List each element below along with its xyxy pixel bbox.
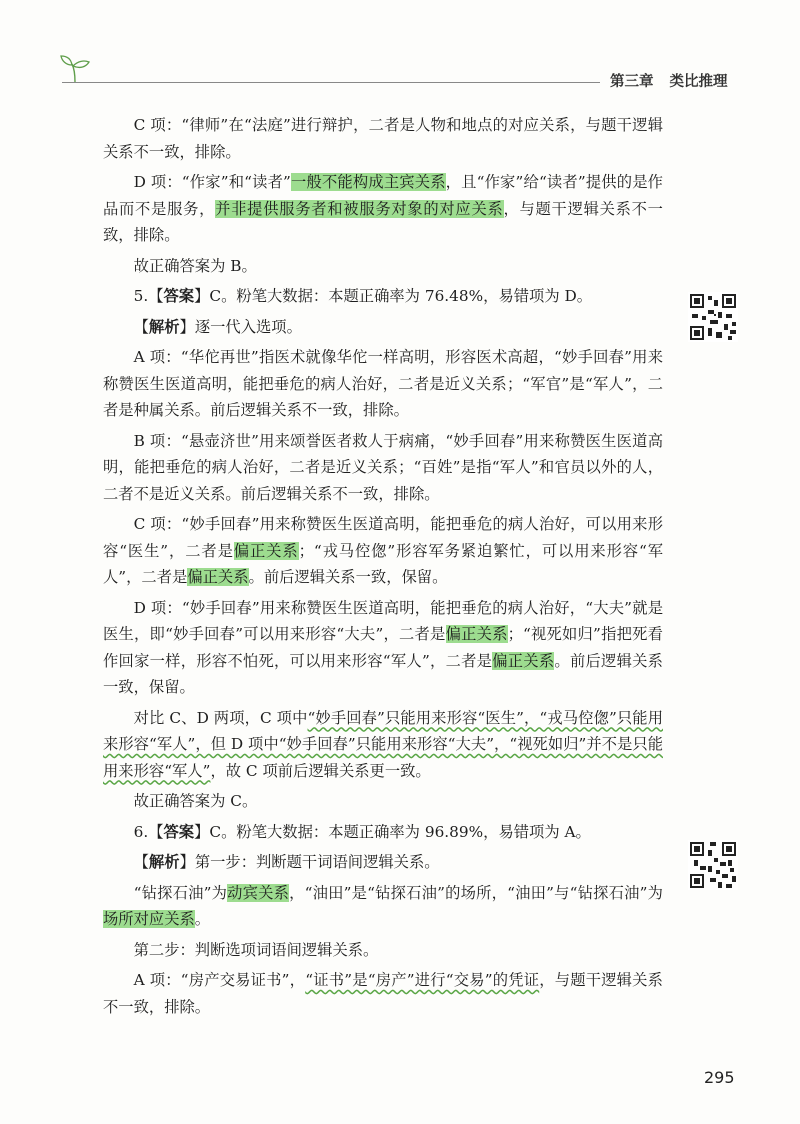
paragraph: 故正确答案为 B。	[133, 256, 257, 275]
sprout-icon	[58, 54, 92, 84]
highlight: 偏正关系	[187, 568, 249, 586]
paragraph: B 项：“悬壶济世”用来颂誉医者救人于病痛，“妙手回春”用来称赞医生医道高明，能把垂危的病人治好，二者是近义关系；“百姓”是指“军人”和官员以外的人，二者不是近义关系。前后逻辑关系不一致，排除。	[103, 431, 663, 503]
paragraph: 第二步：判断选项词语间逻辑关系。	[133, 940, 379, 959]
paragraph: D 项：“作家”和“读者”一般不能构成主宾关系，且“作家”给“读者”提供的是作品而不是服务，并非提供服务者和被服务对象的对应关系，与题干逻辑关系不一致，排除。	[103, 173, 663, 244]
qr-code-icon[interactable]	[688, 840, 738, 890]
paragraph: 故正确答案为 C。	[133, 792, 258, 810]
highlight: 并非提供服务者和被服务对象的对应关系	[215, 199, 504, 218]
analysis-line: 【解析】第一步：判断题干词语间逻辑关系。	[133, 853, 440, 871]
analysis-line: 【解析】逐一代入选项。	[133, 317, 302, 336]
qr-code-icon[interactable]	[688, 292, 738, 342]
paragraph: D 项：“妙手回春”用来称赞医生医道高明，能把垂危的病人治好，“大夫”就是医生，即“妙手回春”可以用来形容“大夫”，二者是偏正关系；“视死如归”指把死看作回家一样，形容不怕死，可以用来形容“军人”，二者是偏正关系。前后逻辑关系一致，保留。	[103, 598, 663, 696]
header-rule	[62, 82, 600, 83]
paragraph: C 项：“律师”在“法庭”进行辩护，二者是人物和地点的对应关系，与题干逻辑关系不一致，排除。	[103, 116, 663, 161]
highlight: 偏正关系	[492, 651, 555, 670]
chapter-heading	[610, 70, 728, 91]
page-number: 295	[704, 1068, 735, 1087]
highlight: 动宾关系	[227, 883, 290, 902]
chapter-number: 第三章	[610, 74, 654, 90]
wavy-underline: “证书”是“房产”进行“交易”的凭证	[305, 971, 540, 989]
paragraph: A 项：“房产交易证书”，“证书”是“房产”进行“交易”的凭证，与题干逻辑关系不一致，排除。	[103, 971, 663, 1016]
answer-explanation-text	[103, 112, 663, 1024]
highlight: 场所对应关系	[103, 910, 195, 928]
answer-line: 5.【答案】C。粉笔大数据：本题正确率为 76.48%，易错项为 D。	[133, 287, 593, 305]
paragraph: “钻探石油”为动宾关系，“油田”是“钻探石油”的场所，“油田”与“钻探石油”为场所对应关系。	[103, 883, 663, 928]
paragraph: 对比 C、D 两项，C 项中“妙手回春”只能用来形容“医生”，“戎马倥偬”只能用来形容“军人”，但 D 项中“妙手回春”只能用来形容“大夫”，“视死如归”并不是只能用来形容“军人”，故 C 项前后逻辑关系更一致。	[103, 708, 663, 780]
wavy-underline: “妙手回春”只能用来形容“医生”，“戎马倥偬”只能用来形容“军人”，但 D 项中“妙手回春”只能用来形容“大夫”，“视死如归”并不是只能用来形容“军人”	[103, 708, 663, 780]
highlight: 偏正关系	[233, 541, 299, 560]
highlight: 一般不能构成主宾关系	[290, 173, 446, 191]
paragraph: A 项：“华佗再世”指医术就像华佗一样高明，形容医术高超，“妙手回春”用来称赞医生医道高明，能把垂危的病人治好，二者是近义关系；“军官”是“军人”，二者是种属关系。前后逻辑关系不一致，排除。	[103, 348, 663, 419]
chapter-title: 类比推理	[669, 74, 728, 90]
answer-line: 6.【答案】C。粉笔大数据：本题正确率为 96.89%，易错项为 A。	[133, 822, 591, 841]
highlight: 偏正关系	[445, 625, 508, 643]
paragraph: C 项：“妙手回春”用来称赞医生医道高明，能把垂危的病人治好，可以用来形容“医生”，二者是偏正关系；“戎马倥偬”形容军务紧迫繁忙，可以用来形容“军人”，二者是偏正关系。前后逻辑关系一致，保留。	[103, 515, 663, 586]
